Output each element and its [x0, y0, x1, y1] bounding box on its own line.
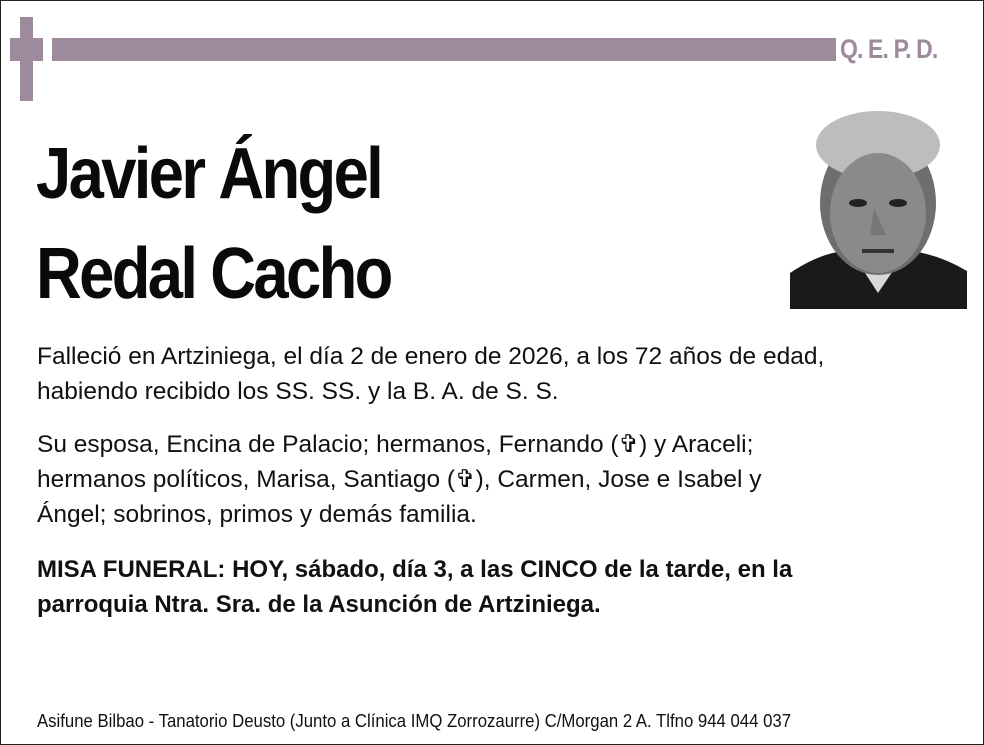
deceased-photo [790, 103, 967, 309]
funeral-home-footer: Asifune Bilbao - Tanatorio Deusto (Junto a Clínica IMQ Zorrozaurre) C/Morgan 2 A. Tlfno 944 044 037 [37, 711, 792, 731]
text-line: Ángel; sobrinos, primos y demás familia. [37, 501, 477, 528]
qepd-label: Q. E. P. D. [840, 34, 938, 64]
header-bar [52, 38, 836, 61]
text-line: habiendo recibido los SS. SS. y la B. A. de S. S. [37, 378, 559, 405]
family-list [37, 427, 762, 532]
funeral-mass-info [37, 552, 792, 622]
text-line: hermanos políticos, Marisa, Santiago (✞), Carmen, Jose e Isabel y [37, 466, 762, 493]
text-line: parroquia Ntra. Sra. de la Asunción de Artziniega. [37, 591, 601, 618]
text-line: MISA FUNERAL: HOY, sábado, día 3, a las CINCO de la tarde, en la [37, 556, 793, 583]
text-line: Falleció en Artziniega, el día 2 de enero de 2026, a los 72 años de edad, [37, 343, 825, 370]
text-line: Su esposa, Encina de Palacio; hermanos, Fernando (✞) y Araceli; [37, 431, 754, 458]
deceased-name-line2: Redal Cacho [36, 234, 391, 314]
deceased-name-line1: Javier Ángel [36, 134, 382, 214]
death-announcement [37, 339, 824, 409]
